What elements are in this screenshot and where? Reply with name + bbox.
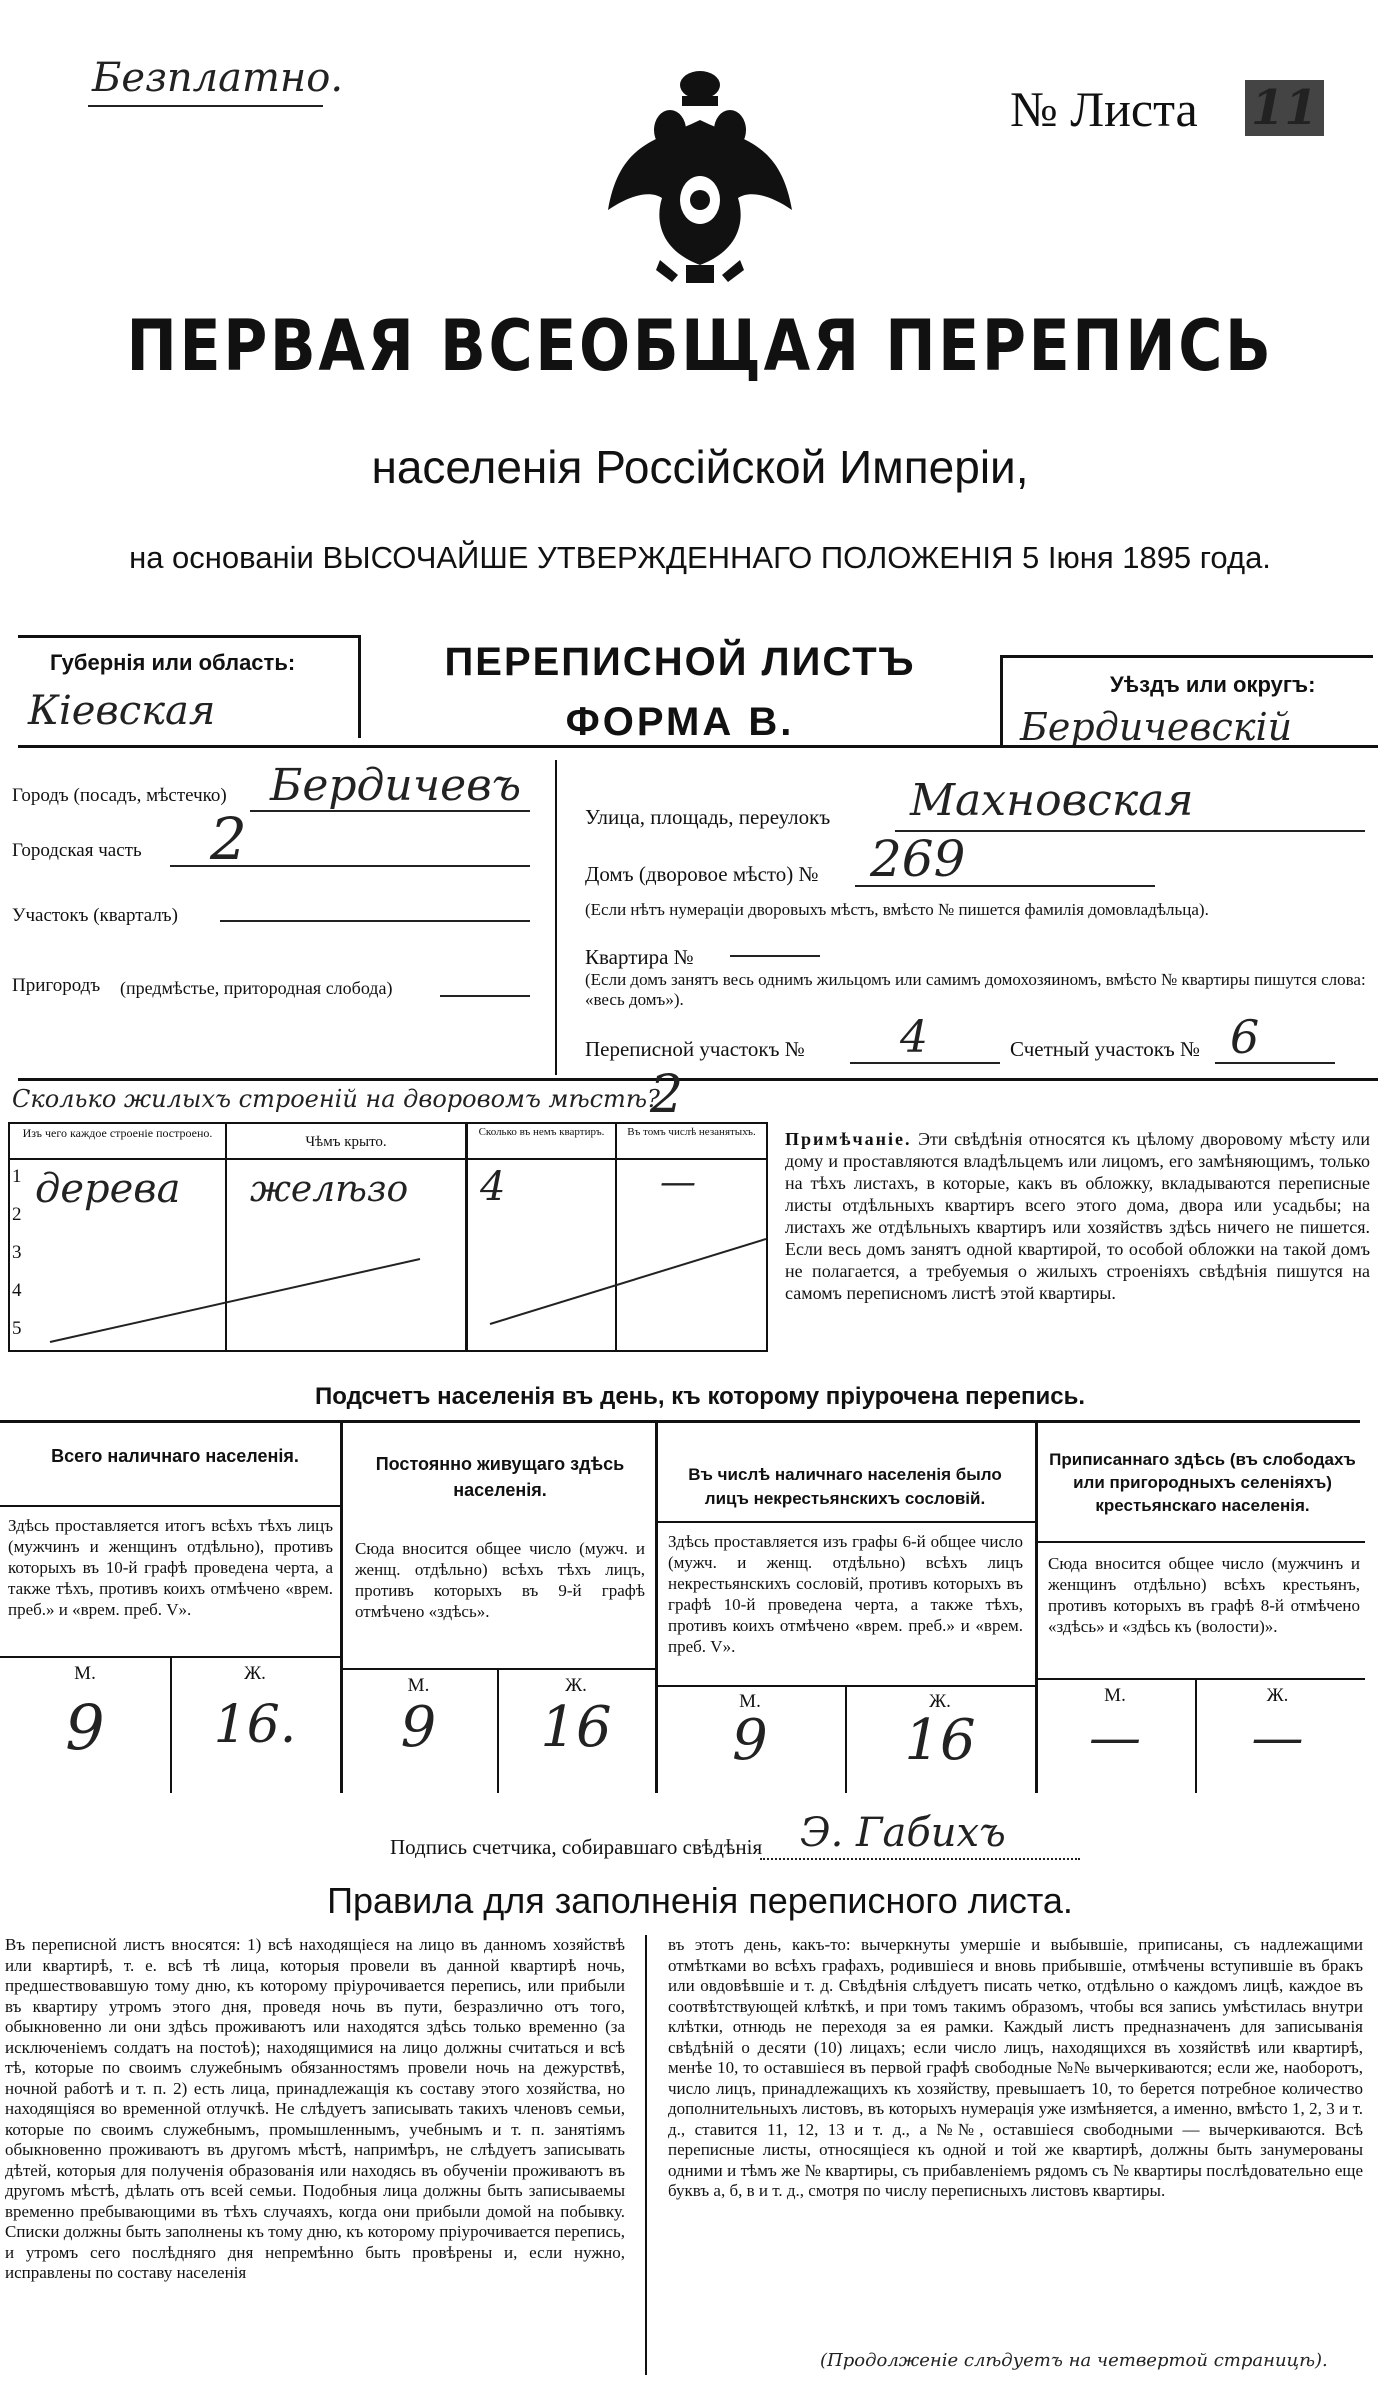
count-area-label: Счетный участокъ № [1010,1037,1201,1061]
city-line [250,810,530,812]
buildings-row1-roof: желѣзо [250,1169,409,1210]
city-part-label: Городская часть [12,840,142,861]
pop-col3-m-value: 9 [732,1708,768,1773]
census-subtitle: населенія Россійской Имперіи, [371,441,1029,493]
pop-col3-f-value: 16 [904,1708,976,1773]
header-rule [18,745,1378,748]
buildings-col-roof: Чѣмъ крыто. [225,1124,465,1158]
pop-col1-rule [0,1505,340,1507]
street-label: Улица, площадь, переулокъ [585,805,831,829]
buildings-row1-material: дерева [35,1166,181,1212]
form-subtitle: ФОРМА В. [565,700,795,744]
signature-line [760,1858,1080,1860]
pop-col2-m-label: М. [407,1675,430,1696]
city-part-line [170,865,530,867]
prigorod-label: Пригородъ [12,975,101,996]
pop-col4-m-label: М. [1104,1685,1126,1706]
buildings-row1-vacant: — [660,1162,696,1203]
population-title: Подсчетъ населенія въ день, къ которому пріурочена перепись. [315,1383,1085,1410]
buildings-col-vacant: Въ томъ числѣ незанятыхъ. [615,1124,766,1158]
census-basis: на основаніи ВЫСОЧАЙШЕ УТВЕРЖДЕННАГО ПОЛОЖЕНІЯ 5 Іюня 1895 года. [129,540,1271,575]
pop-col3-rule [655,1521,1035,1523]
buildings-row1-flats: 4 [480,1164,506,1210]
pop-col2-m-value: 9 [400,1695,437,1760]
city-part-value: 2 [210,805,247,873]
gubernia-label: Губернія или область: [50,650,296,675]
pop-col1-m-value: 9 [65,1691,105,1764]
pop-col1-f-value: 16. [213,1695,297,1755]
flat-line [730,955,820,957]
population-table [0,1420,1360,1793]
gubernia-value: Кіевская [28,688,216,734]
rules-left-column: Въ переписной листъ вносятся: 1) всѣ находящіеся на лицо въ данномъ хозяйствѣ или квартирѣ, т. е. всѣ тѣ лица, которыя провели въ данной квартирѣ ночь, предшествовавшую тому дню, къ которому пріурочивается перепись, или прибыли въ квартиру утромъ этого дня, проведя ночь въ пути, безразлично отъ того, обыкновенно ли они здѣсь проживаютъ или находятся здѣсь только временно (за исключеніемъ солдатъ на постоѣ); находящимися на лицо должны считаться и всѣ тѣ, которые по своимъ служебнымъ обязанностямъ провели ночь на дежурствѣ, ночной работѣ и т. п. 2) есть лица, принадлежащія къ составу этого хозяйства, но находящіяся во временной отлучкѣ. Не слѣдуетъ записывать такихъ членовъ семьи, которые по своимъ служебнымъ, промышленнымъ, учебнымъ и т. п. занятіямъ обыкновенно проживаютъ въ другомъ мѣстѣ, напримѣръ, не слѣдуетъ записывать дѣтей, которыя для полученія образованія или находясь въ обученіи проживаютъ въ другомъ мѣстѣ, дѣлать отъ всей семьи. Подобныя лица должны быть записываемы временно пребывающими въ тѣхъ случаяхъ, когда они прибыли домой на побывку. Списки должны быть заполнены къ тому дню, къ которому пріурочивается перепись, и утромъ сего послѣдняго дня непремѣнно быть провѣрены и, если нужно, исправлены по составу населенія [5,1935,625,2282]
free-underline [88,105,323,107]
pop-col2-head: Постоянно живущаго здѣсь населенія. [375,1454,625,1500]
house-label: Домъ (дворовое мѣсто) № [585,862,819,886]
pop-col1-desc: Здѣсь проставляется итогъ всѣхъ тѣхъ лицъ (мужчинъ и женщинъ отдѣльно), противъ которыхъ въ 10-й графѣ проведена черта, а также тѣхъ, противъ коихъ отмѣчено «врем. преб.» и «врем. преб. V». [8,1516,333,1619]
note-label: Примѣчаніе. [785,1129,912,1149]
pop-col4-mf-rule [1035,1678,1365,1680]
buildings-col-flats: Сколько въ немъ квартиръ. [465,1124,615,1158]
pop-col1-head: Всего наличнаго населенія. [51,1446,299,1466]
pop-col3-f-label: Ж. [929,1691,951,1712]
pop-col2-f-label: Ж. [565,1675,587,1696]
address-rule [18,1078,1378,1081]
buildings-table [8,1122,768,1352]
note-block [785,1128,1370,1304]
uezd-label: Уѣздъ или округъ: [1110,672,1316,697]
house-line [855,885,1155,887]
buildings-question: Сколько жилыхъ строеній на дворовомъ мѣстѣ? [12,1085,660,1113]
street-value: Махновская [910,775,1194,826]
street-line [895,830,1365,832]
census-title: ПЕРВАЯ ВСЕОБЩАЯ ПЕРЕПИСЬ [126,305,1274,387]
city-value: Бердичевъ [270,760,522,811]
count-area-line [1215,1062,1335,1064]
buildings-row-num-1: 1 [12,1166,22,1187]
census-area-line [850,1062,1000,1064]
signature-value: Э. Габихъ [800,1810,1006,1856]
rules-continuation: (Продолженіе слѣдуетъ на четвертой страницѣ). [820,2350,1328,2371]
census-area-label: Переписной участокъ № [585,1037,805,1061]
pop-col4-f-value: — [1251,1708,1304,1768]
rules-divider [645,1935,647,2375]
count-area-value: 6 [1230,1010,1260,1064]
buildings-row-num-3: 3 [12,1242,22,1263]
buildings-row-num-5: 5 [12,1318,22,1339]
buildings-row-num-2: 2 [12,1204,22,1225]
flat-note: (Если домъ занятъ весь однимъ жильцомъ или самимъ домохозяиномъ, вмѣсто № квартиры пишутся слова: «весь домъ»). [585,970,1366,1009]
rules-right-column: въ этотъ день, какъ-то: вычеркнуты умершіе и выбывшіе, приписаны, съ надлежащими отмѣтками во всѣхъ графахъ, родившіеся и вновь прибывшіе, отмѣчены вступившіе въ бракъ или овдовѣвшіе и т. д. Свѣдѣнія слѣдуетъ писать четко, отдѣльно о каждомъ лицѣ, каждое въ соотвѣтствующей клѣткѣ, и при томъ такимъ образомъ, чтобы вся запись умѣстилась внутри клѣтки, отнюдь не переходя за ея рамки. Каждый листъ предназначенъ для записыванія свѣдѣній о десяти (10) лицахъ; если число лицъ, находящихся въ хозяйствѣ или квартирѣ, менѣе 10, то оставшіеся въ первой графѣ свободные №№ вычеркиваются; если же, наоборотъ, число лицъ, принадлежащихъ къ хозяйству, превышаетъ 10, то берется потребное количество дополнительныхъ листовъ, въ которыхъ нумерація уже измѣняется, а именно, вмѣсто 1, 2, 3 и т. д., ставится 11, 12, 13 и т. д., а №№, оставшіеся свободными — вычеркиваются. Всѣ переписные листы, относящіеся къ одной и той же квартирѣ, должны быть занумерованы одними и тѣмъ же № квартиры, съ прибавленіемъ рядомъ съ № квартиры послѣдовательно еще буквъ а, б, в и т. д., смотря по числу переписныхъ листовъ квартиры. [668,1935,1363,2200]
pop-col2-desc: Сюда вносится общее число (мужч. и женщ. отдѣльно) всѣхъ тѣхъ лицъ, противъ которыхъ въ 9-й графѣ отмѣчено «здѣсь». [355,1539,645,1621]
house-note: (Если нѣтъ нумераціи дворовыхъ мѣстъ, вмѣсто № пишется фамилія домовладѣльца). [585,900,1209,919]
pop-col3-head: Въ числѣ наличнаго населенія было лицъ некрестьянскихъ сословій. [688,1465,1002,1508]
rules-title: Правила для заполненія переписного листа. [327,1880,1073,1921]
census-area-value: 4 [900,1012,928,1063]
buildings-col-material: Изъ чего каждое строеніе построено. [22,1126,213,1140]
pop-col3-m-label: М. [739,1691,761,1712]
imperial-eagle-icon [600,60,800,295]
signature-label: Подпись счетчика, собиравшаго свѣдѣнія [390,1835,763,1859]
flat-label: Квартира № [585,945,694,969]
pop-col3-desc: Здѣсь проставляется изъ графы 6-й общее число (мужч. и женщ. отдѣльно) всѣхъ лицъ некрестьянскихъ сословій, противъ которыхъ въ графѣ 10-й проведена черта, а также тѣхъ, противъ коихъ отмѣчено «врем. преб.» и «врем. преб. V». [668,1532,1023,1656]
uchastok-label: Участокъ (кварталъ) [12,905,178,926]
pop-col1-f-label: Ж. [244,1663,266,1684]
pop-col4-rule [1035,1541,1365,1543]
house-value: 269 [870,830,966,888]
sheet-number-value: 11 [1245,80,1324,136]
pop-col2-f-value: 16 [540,1695,612,1760]
uezd-value: Бердичевскій [1020,705,1293,749]
city-label: Городъ (посадъ, мѣстечко) [12,785,227,806]
prigorod-note: (предмѣстье, притородная слобода) [120,978,393,998]
buildings-row-num-4: 4 [12,1280,22,1301]
buildings-answer: 2 [650,1065,684,1125]
pop-col1-m-label: М. [74,1663,96,1684]
note-text: Эти свѣдѣнія относятся къ цѣлому дворовому мѣсту или дому и проставляются владѣльцемъ или лицомъ, его замѣняющимъ, только на тѣхъ листахъ, в которые, какъ въ обложку, вкладываются переписные листы отдѣльныхъ квартиръ всего этого дома, двора или усадьбы; на листахъ же отдѣльныхъ квартиръ или хозяйствъ здѣсь ничего не пишется. Если весь домъ занятъ одной квартирой, то особой обложки на такой домъ не полагается, а требуемыя о жилыхъ строеніяхъ свѣдѣнія пишутся на самомъ переписномъ листѣ этой квартиры. [785,1129,1370,1303]
buildings-strike-lines [10,1124,766,1350]
form-title: ПЕРЕПИСНОЙ ЛИСТЪ [444,640,916,684]
prigorod-line [440,995,530,997]
sheet-number-label: № Листа [1010,81,1198,137]
pop-col4-desc: Сюда вносится общее число (мужчинъ и женщинъ отдѣльно) всѣхъ крестьянъ, противъ которыхъ въ графѣ 8-й отмѣчено «здѣсь» и «здѣсь къ (волости)». [1048,1554,1360,1636]
free-stamp: Безплатно. [92,55,344,101]
pop-col4-f-label: Ж. [1266,1685,1289,1706]
pop-col4-head: Приписаннаго здѣсь (въ слободахъ или пригородныхъ селеніяхъ) крестьянскаго населенія. [1049,1450,1356,1515]
pop-col4-m-value: — [1089,1708,1141,1768]
address-divider [555,760,557,1075]
uchastok-line [220,920,530,922]
